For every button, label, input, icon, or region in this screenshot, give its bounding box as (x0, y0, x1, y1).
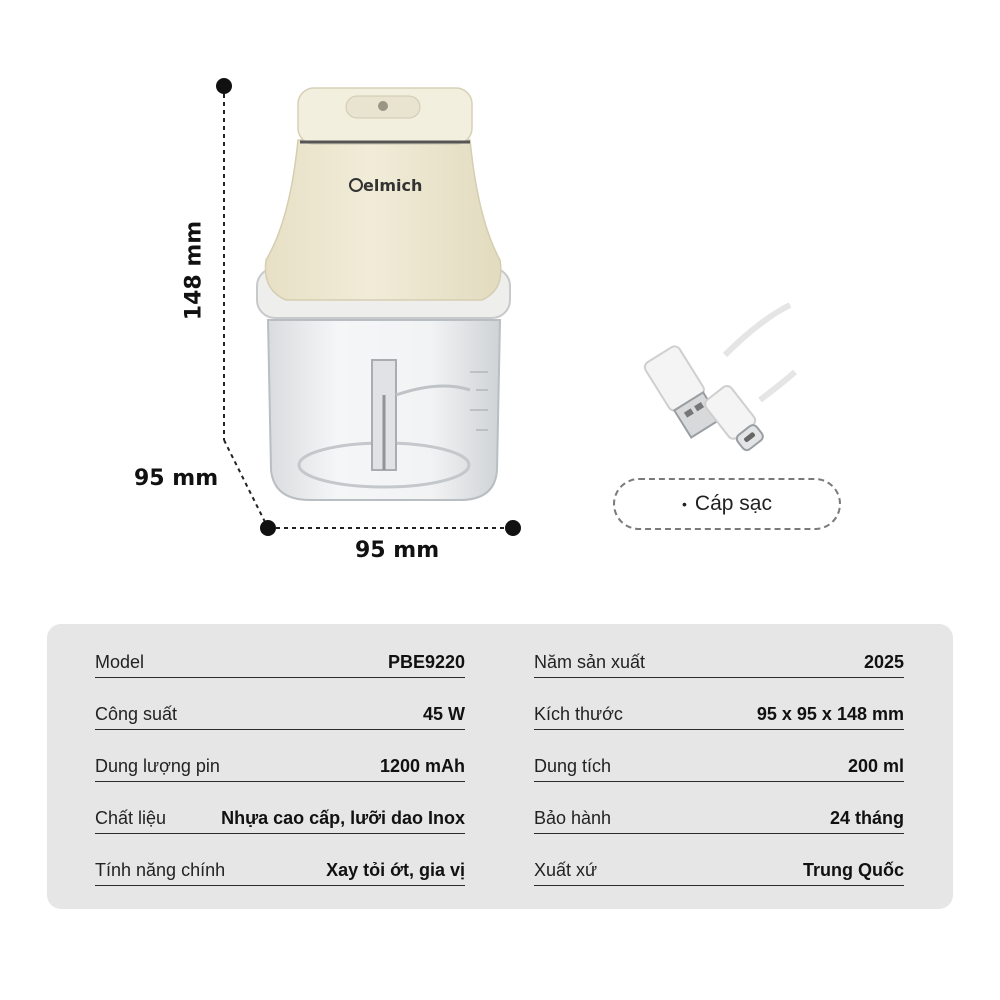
spec-value: 95 x 95 x 148 mm (756, 704, 904, 724)
spec-label: Model (95, 652, 145, 672)
spec-label: Năm sản xuất (534, 652, 646, 672)
height-label: 148 mm (181, 220, 207, 321)
bullet-icon: • (682, 496, 687, 512)
spec-row (95, 782, 465, 834)
spec-value: PBE9220 (387, 652, 465, 672)
spec-row (534, 642, 904, 678)
spec-value: 1200 mAh (379, 756, 465, 776)
spec-label: Tính năng chính (95, 860, 226, 880)
spec-column-right (534, 642, 904, 886)
spec-row (95, 730, 465, 782)
accessory-label: Cáp sạc (694, 492, 772, 515)
spec-row (534, 678, 904, 730)
spec-label: Kích thước (534, 704, 623, 724)
spec-value: Xay tỏi ớt, gia vị (326, 860, 465, 880)
spec-label: Xuất xứ (534, 860, 598, 880)
spec-column-left (95, 642, 465, 886)
spec-label: Dung tích (534, 756, 612, 776)
spec-label: Chất liệu (95, 808, 167, 828)
spec-label: Bảo hành (534, 808, 612, 828)
spec-label: Dung lượng pin (95, 756, 220, 776)
spec-row (95, 642, 465, 678)
spec-row (534, 834, 904, 886)
spec-row (534, 782, 904, 834)
spec-label: Công suất (95, 704, 178, 724)
spec-value: Nhựa cao cấp, lưỡi dao Inox (221, 808, 465, 828)
spec-row (534, 730, 904, 782)
spec-value: 2025 (863, 652, 904, 672)
spec-value: Trung Quốc (803, 860, 904, 880)
usb-a-connector (643, 344, 723, 439)
spec-value: 200 ml (847, 756, 904, 776)
spec-value: 45 W (422, 704, 465, 724)
spec-row (95, 834, 465, 886)
spec-value: 24 tháng (829, 808, 904, 828)
spec-panel (47, 624, 953, 909)
spec-row (95, 678, 465, 730)
width-label: 95 mm (355, 538, 440, 563)
depth-label: 95 mm (134, 466, 219, 491)
brand-logo: elmich (363, 176, 423, 195)
accessory-chip (613, 478, 841, 530)
